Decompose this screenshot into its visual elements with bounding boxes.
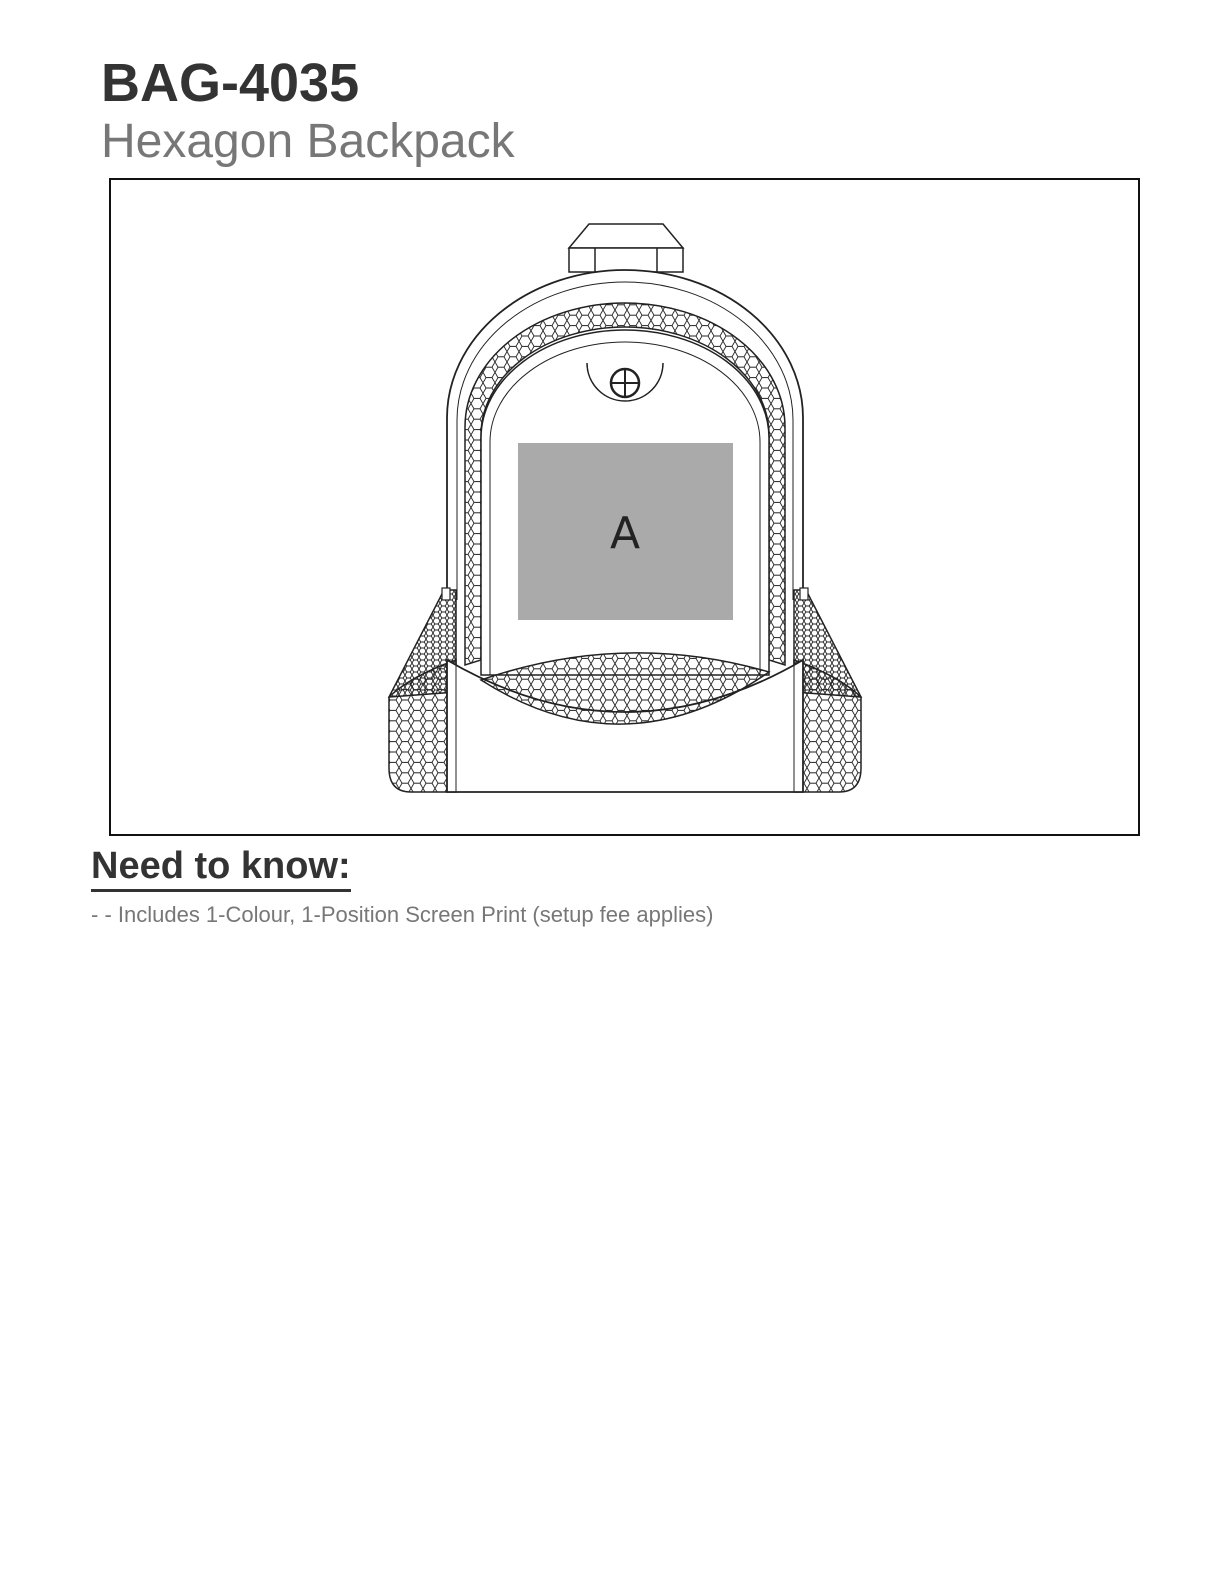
print-area-a [518, 443, 733, 620]
print-area-label: A [609, 508, 641, 559]
need-to-know-heading: Need to know: [91, 846, 351, 892]
top-handle [569, 224, 683, 272]
left-side-mesh-pocket [389, 590, 456, 792]
product-code: BAG-4035 [101, 53, 360, 113]
need-to-know-list [91, 901, 713, 930]
right-side-mesh-pocket [794, 590, 861, 792]
backpack-line-drawing [111, 180, 1138, 834]
product-drawing-frame [109, 178, 1140, 836]
list-item: - - Includes 1-Colour, 1-Position Screen Print (setup fee applies) [91, 902, 714, 927]
product-name: Hexagon Backpack [101, 115, 515, 168]
